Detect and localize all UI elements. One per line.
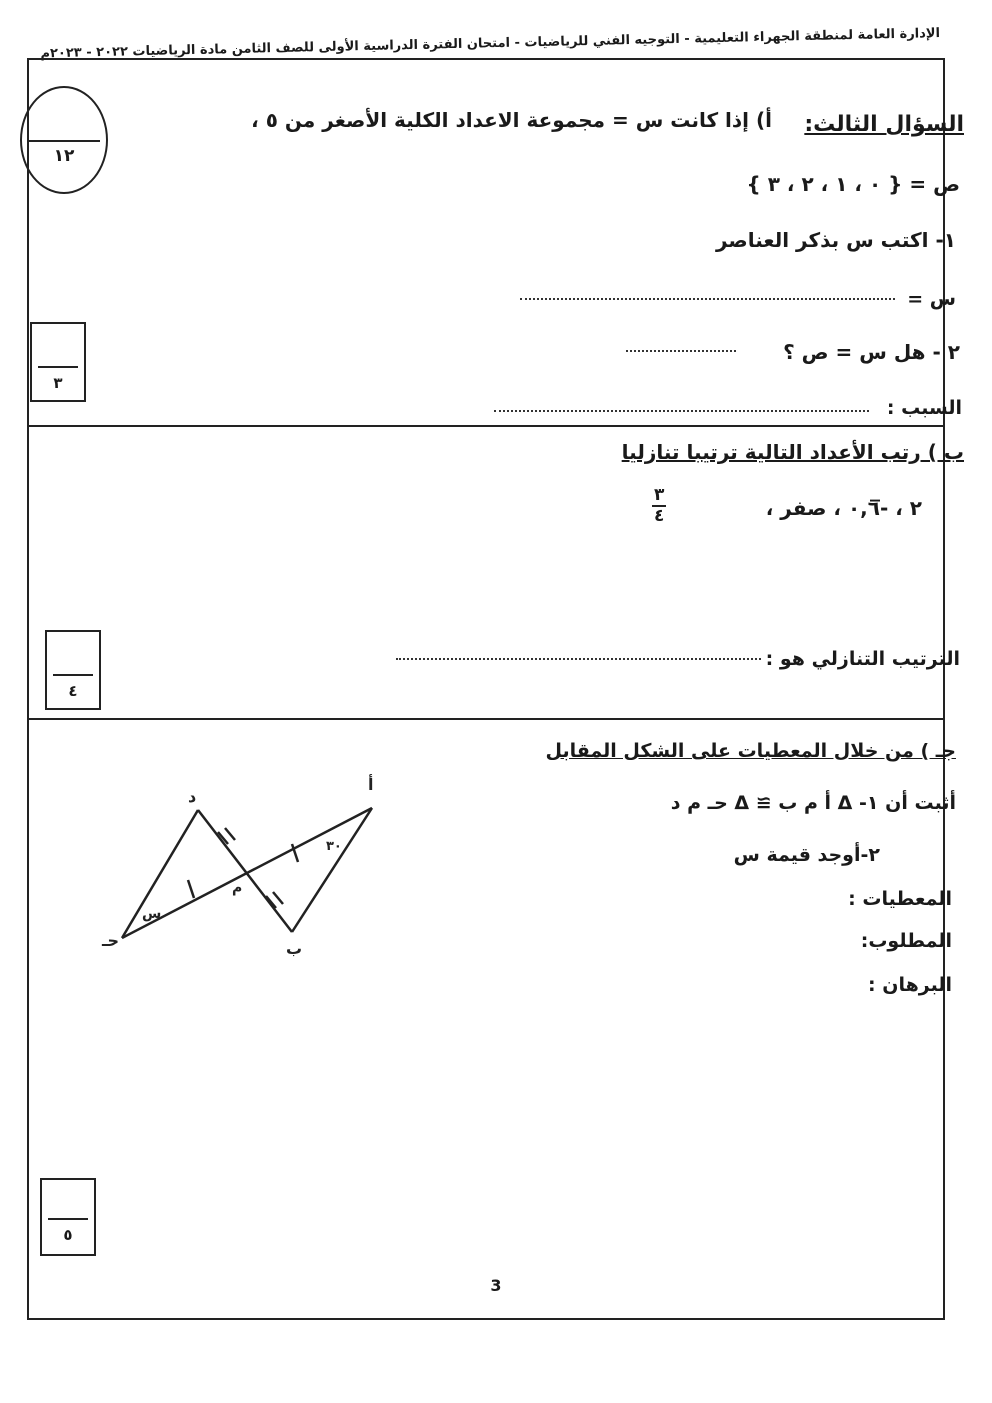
set-y-definition: ص = { ٠ ، ١ ، ٢ ، ٣ } xyxy=(746,172,960,196)
reason-answer-line[interactable] xyxy=(494,410,869,412)
score-box-line xyxy=(53,674,93,676)
part-c-title: جـ ) من خلال المعطيات على الشكل المقابل xyxy=(545,740,956,762)
total-score-circle xyxy=(20,86,108,194)
tick-dm-2 xyxy=(225,828,235,840)
reason-label: السبب : xyxy=(886,397,962,419)
label-d: د xyxy=(188,787,197,806)
fraction-numerator: ٣ xyxy=(654,485,665,505)
part-c-find-x: ٢-أوجد قيمة س xyxy=(733,844,880,866)
score-part-c: ٥ xyxy=(63,1226,73,1244)
question-3-title: السؤال الثالث: xyxy=(804,112,964,137)
fraction-three-quarters xyxy=(652,486,666,525)
descending-order-label: الترتيب التنازلي هو : xyxy=(765,648,960,670)
given-label: المعطيات : xyxy=(848,888,952,910)
exam-header: الإدارة العامة لمنطقة الجهراء التعليمية - التوجيه الفني للرياضيات - امتحان الفترة الدراسية الأولى للصف الثامن مادة الرياضيات ٢٠٢٢ - ٢٠٢٣م xyxy=(40,26,941,62)
score-box-part-c xyxy=(40,1178,96,1256)
fraction-denominator: ٤ xyxy=(654,505,665,526)
item-2-text: ٢ - هل س = ص ؟ xyxy=(783,340,960,364)
tick-hm xyxy=(188,880,194,898)
part-b-numbers: ٢ ، -٠,٦̅ ، صفر ، xyxy=(765,496,922,520)
descending-order-answer-line[interactable] xyxy=(396,658,761,660)
score-box-line xyxy=(38,366,78,368)
section-divider-2 xyxy=(27,718,945,720)
tick-mb-2 xyxy=(273,892,283,904)
label-m: م xyxy=(232,880,243,896)
page-number: 3 xyxy=(490,1276,502,1295)
set-x-answer-line[interactable] xyxy=(520,298,895,300)
required-label: المطلوب: xyxy=(860,930,952,952)
total-score-max: ١٢ xyxy=(53,146,75,166)
label-h: حـ xyxy=(102,931,119,950)
score-box-line xyxy=(48,1218,88,1220)
score-box-part-a xyxy=(30,322,86,402)
label-b: ب xyxy=(286,939,303,958)
part-b-title: ب ) رتب الأعداد التالية ترتيبا تنازليا xyxy=(621,440,964,464)
item-1-text: ١- اكتب س بذكر العناصر xyxy=(715,228,956,252)
set-x-answer-label: س = xyxy=(907,288,956,310)
segment-d-b xyxy=(198,810,292,932)
section-divider-1 xyxy=(27,425,945,427)
label-a: أ xyxy=(368,775,374,794)
segment-b-a xyxy=(292,808,372,932)
score-part-a: ٣ xyxy=(53,374,63,392)
proof-label: البرهان : xyxy=(868,974,952,996)
score-part-b: ٤ xyxy=(68,682,78,700)
score-fraction-line xyxy=(28,140,100,142)
part-a-intro: أ) إذا كانت س = مجموعة الاعداد الكلية الأصغر من ٥ ، xyxy=(251,108,772,132)
label-x: س xyxy=(142,906,162,922)
score-box-part-b xyxy=(45,630,101,710)
item-2-answer-line[interactable] xyxy=(626,350,736,352)
geometry-figure xyxy=(100,770,400,960)
part-c-prove: أثبت أن ١- Δ أ م ب ≅ Δ حـ م د xyxy=(670,792,956,814)
label-angle-30: ٣٠ xyxy=(326,839,342,854)
